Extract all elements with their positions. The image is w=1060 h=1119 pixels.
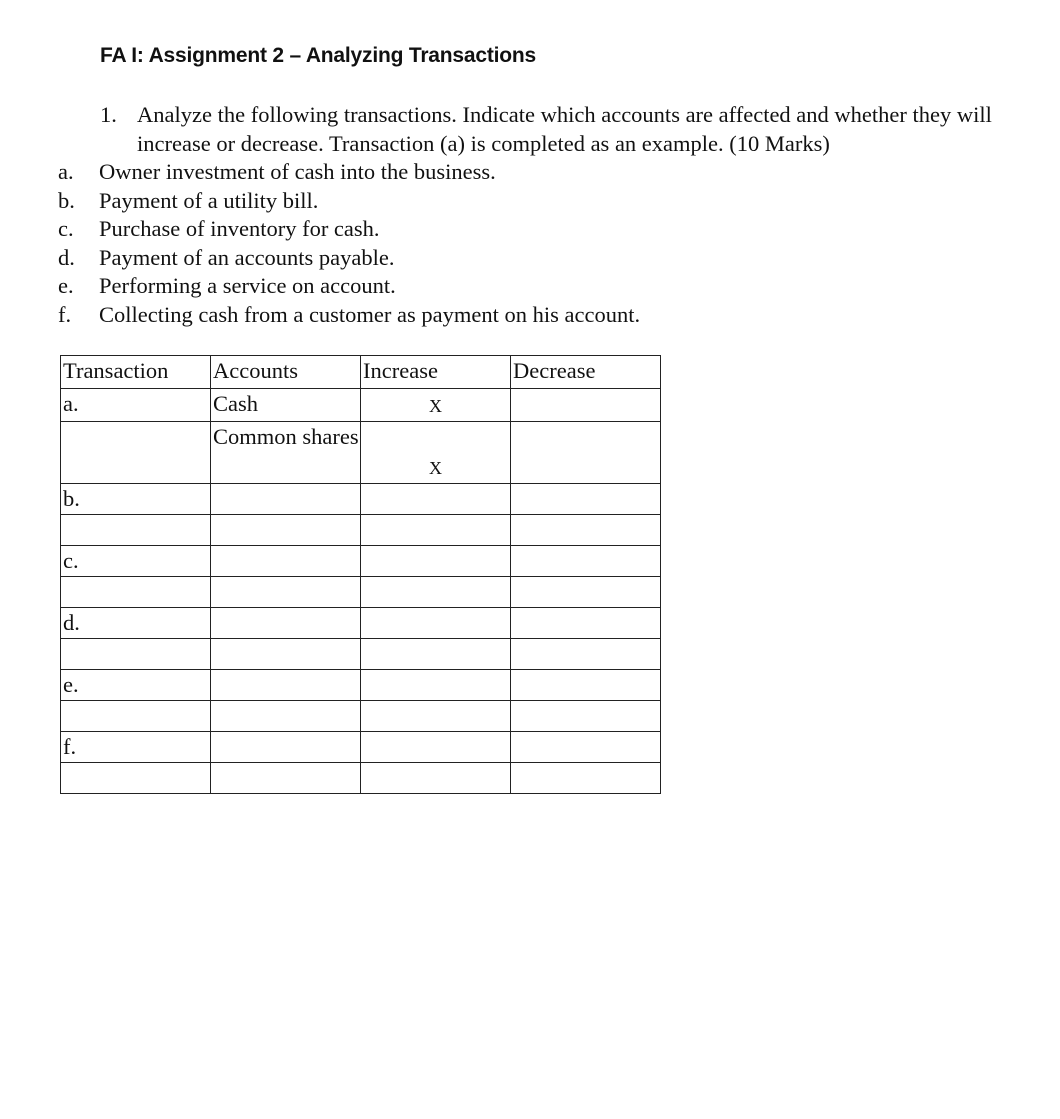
- cell-transaction: d.: [61, 608, 211, 639]
- cell-account: Common shares: [211, 422, 361, 484]
- cell-increase: [361, 389, 511, 422]
- cell-increase: [361, 484, 511, 515]
- table-row: [61, 389, 661, 422]
- cell-transaction: [61, 515, 211, 546]
- table-row: [61, 546, 661, 577]
- cell-decrease: [511, 577, 661, 608]
- cell-transaction: f.: [61, 732, 211, 763]
- cell-increase: [361, 639, 511, 670]
- cell-transaction: [61, 577, 211, 608]
- cell-decrease: [511, 389, 661, 422]
- item-letter: d.: [58, 244, 75, 270]
- cell-account: [211, 639, 361, 670]
- table-row: [61, 608, 661, 639]
- cell-account: [211, 670, 361, 701]
- analysis-table: [60, 355, 661, 794]
- cell-decrease: [511, 546, 661, 577]
- cell-account: [211, 763, 361, 794]
- table-header-row: [61, 356, 661, 389]
- cell-transaction: e.: [61, 670, 211, 701]
- cell-decrease: [511, 732, 661, 763]
- cell-transaction: [61, 639, 211, 670]
- cell-transaction: c.: [61, 546, 211, 577]
- table-row: [61, 484, 661, 515]
- table-row: [61, 670, 661, 701]
- cell-transaction: a.: [61, 389, 211, 422]
- cell-increase: [361, 608, 511, 639]
- item-text: Owner investment of cash into the business.: [99, 159, 496, 184]
- item-letter: a.: [58, 159, 74, 184]
- cell-account: Cash: [211, 389, 361, 422]
- header-increase: Increase: [361, 356, 511, 389]
- cell-decrease: [511, 422, 661, 484]
- table-row: [61, 515, 661, 546]
- cell-increase: [361, 732, 511, 763]
- item-text: Payment of a utility bill.: [99, 187, 319, 213]
- header-decrease: Decrease: [511, 356, 661, 389]
- table-row: [61, 422, 661, 484]
- cell-increase: [361, 670, 511, 701]
- cell-decrease: [511, 484, 661, 515]
- question-text: Analyze the following transactions. Indicate which accounts are affected and whether they will increase or decrease. Transaction (a) is completed as an example. (10 Marks): [137, 102, 992, 156]
- cell-increase: [361, 577, 511, 608]
- item-text: Purchase of inventory for cash.: [99, 216, 380, 242]
- cell-account: [211, 701, 361, 732]
- table-row: [61, 732, 661, 763]
- cell-transaction: [61, 422, 211, 484]
- cell-account: [211, 608, 361, 639]
- cell-decrease: [511, 763, 661, 794]
- item-letter: e.: [58, 273, 74, 299]
- item-letter: c.: [58, 216, 74, 242]
- cell-account: [211, 577, 361, 608]
- cell-decrease: [511, 701, 661, 732]
- increase-mark: X: [429, 396, 442, 416]
- question-number: 1.: [100, 102, 117, 127]
- table-row: [61, 701, 661, 732]
- cell-increase: [361, 763, 511, 794]
- table-row: [61, 639, 661, 670]
- item-text: Collecting cash from a customer as payment on his account.: [99, 301, 641, 327]
- item-text: Payment of an accounts payable.: [99, 244, 395, 270]
- cell-transaction: b.: [61, 484, 211, 515]
- cell-increase: [361, 701, 511, 732]
- cell-decrease: [511, 670, 661, 701]
- item-letter: b.: [58, 187, 75, 213]
- cell-account: [211, 484, 361, 515]
- table-row: [61, 577, 661, 608]
- assignment-title: FA I: Assignment 2 – Analyzing Transactions: [100, 44, 536, 67]
- cell-decrease: [511, 608, 661, 639]
- cell-decrease: [511, 515, 661, 546]
- cell-increase: [361, 546, 511, 577]
- item-text: Performing a service on account.: [99, 273, 396, 299]
- cell-account: [211, 515, 361, 546]
- header-transaction: Transaction: [61, 356, 211, 389]
- cell-transaction: [61, 701, 211, 732]
- cell-account: [211, 732, 361, 763]
- cell-increase: [361, 422, 511, 484]
- cell-transaction: [61, 763, 211, 794]
- cell-account: [211, 546, 361, 577]
- cell-decrease: [511, 639, 661, 670]
- header-accounts: Accounts: [211, 356, 361, 389]
- question-1: [100, 100, 1000, 158]
- increase-mark: X: [429, 458, 442, 478]
- cell-increase: [361, 515, 511, 546]
- item-letter: f.: [58, 301, 72, 327]
- table-row: [61, 763, 661, 794]
